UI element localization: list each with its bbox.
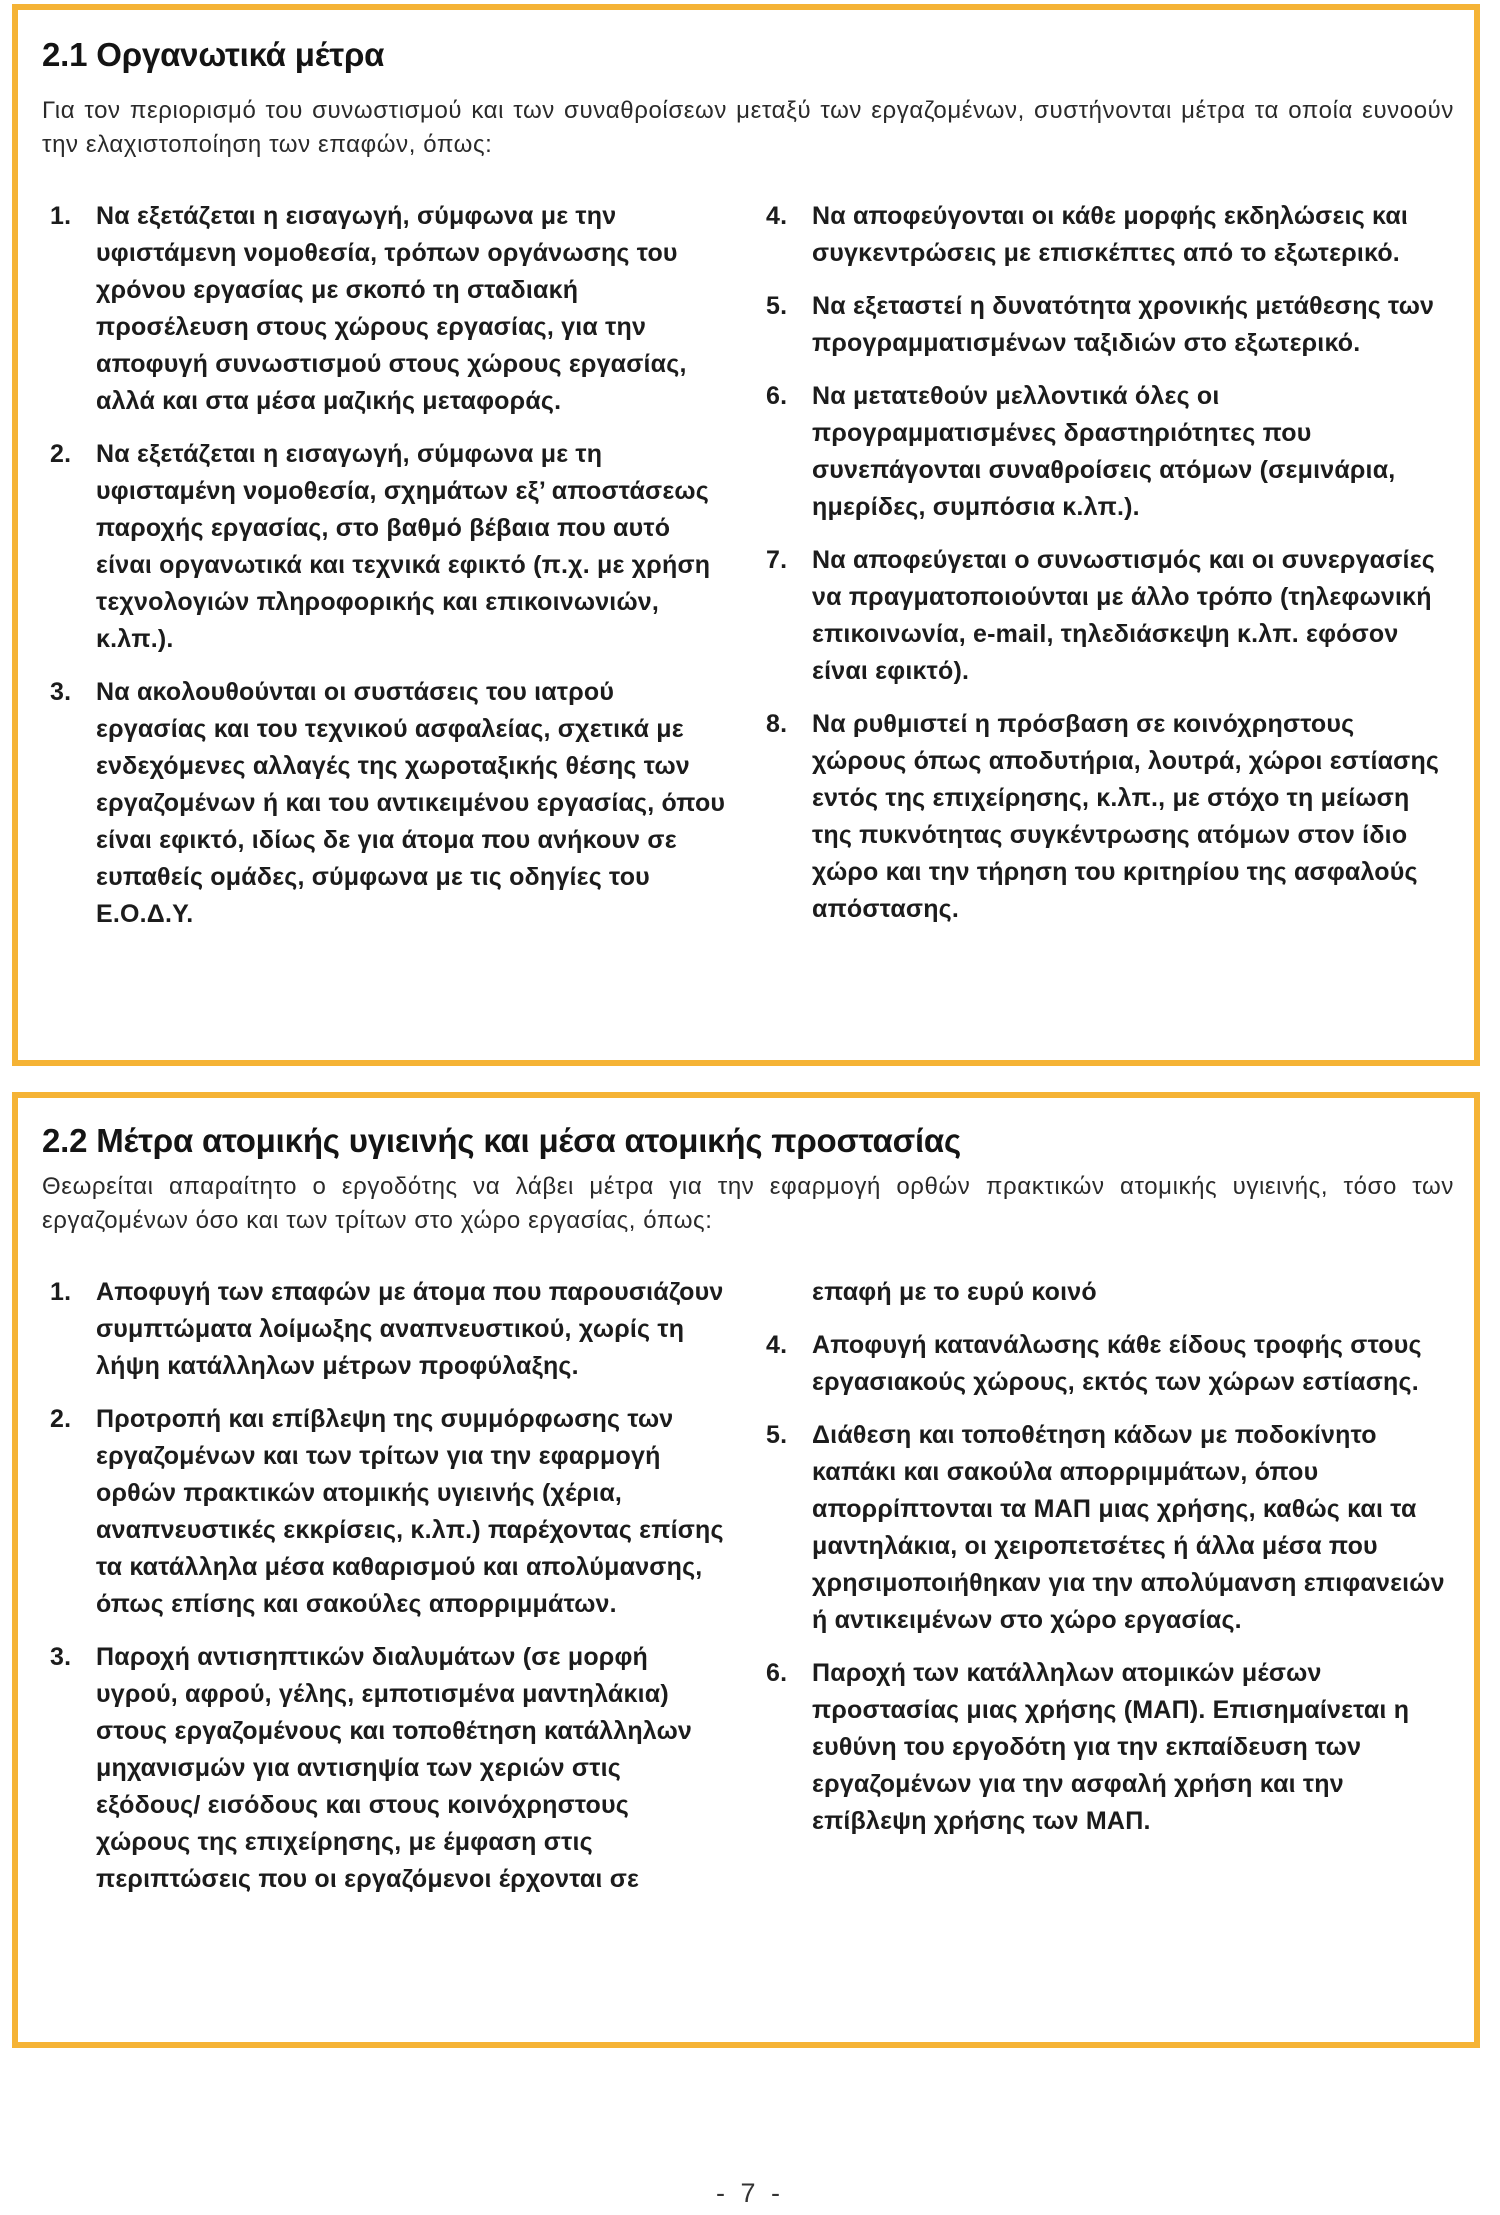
list-item: 2. Να εξετάζεται η εισαγωγή, σύμφωνα με τη υφισταμένη νομοθεσία, σχημάτων εξ’ αποστάσεως παροχής εργασίας, στο βαθμό βέβαια που αυτό είναι οργανωτικά και τεχνικά εφικτό (π.χ. με χρήση τεχνολογιών πληροφορικής και επικοινωνιών, κ.λπ.).	[50, 440, 711, 653]
list-item: 1. Αποφυγή των επαφών με άτομα που παρουσιάζουν συμπτώματα λοίμωξης αναπνευστικού, χωρίς τη λήψη κατάλληλων μέτρων προφύλαξης.	[50, 1278, 724, 1380]
measures-list-right	[758, 198, 1448, 928]
measures-list-left	[42, 198, 730, 933]
section-title: 2.2 Μέτρα ατομικής υγιεινής και μέσα ατομικής προστασίας	[42, 1122, 961, 1159]
section-title: 2.1 Οργανωτικά μέτρα	[42, 36, 385, 73]
section-personal-hygiene	[12, 1092, 1480, 2048]
list-item: 4. Να αποφεύγονται οι κάθε μορφής εκδηλώσεις και συγκεντρώσεις με επισκέπτες από το εξωτερικό.	[766, 202, 1409, 267]
section-intro: Θεωρείται απαραίτητο ο εργοδότης να λάβει μέτρα για την εφαρμογή ορθών πρακτικών ατομικής υγιεινής, τόσο των εργαζομένων όσο και των τρίτων στο χώρο εργασίας, όπως:	[42, 1173, 1454, 1234]
list-item: 1. Να εξετάζεται η εισαγωγή, σύμφωνα με την υφιστάμενη νομοθεσία, τρόπων οργάνωσης του χρόνου εργασίας με σκοπό τη σταδιακή προσέλευση στους χώρους εργασίας, για την αποφυγή συνωστισμού στους χώρους εργασίας, αλλά και στα μέσα μαζικής μεταφοράς.	[50, 202, 687, 415]
list-item: 6. Παροχή των κατάλληλων ατομικών μέσων προστασίας μιας χρήσης (ΜΑΠ). Επισημαίνεται η ευθύνη του εργοδότη για την εκπαίδευση των εργαζομένων για την ασφαλή χρήση και την επίβλεψη χρήσης των ΜΑΠ.	[766, 1659, 1410, 1835]
list-item: 3. Να ακολουθούνται οι συστάσεις του ιατρού εργασίας και του τεχνικού ασφαλείας, σχετικά με ενδεχόμενες αλλαγές της χωροταξικής θέσης των εργαζομένων ή και του αντικειμένου εργασίας, όπου είναι εφικτό, ιδίως δε για άτομα που ανήκουν σε ευπαθείς ομάδες, σύμφωνα με τις οδηγίες του Ε.Ο.Δ.Υ.	[50, 678, 726, 928]
list-item: 6. Να μετατεθούν μελλοντικά όλες οι προγραμματισμένες δραστηριότητες που συνεπάγονται συναθροίσεις ατόμων (σεμινάρια, ημερίδες, συμπόσια κ.λπ.).	[766, 382, 1396, 521]
list-item: 7. Να αποφεύγεται ο συνωστισμός και οι συνεργασίες να πραγματοποιούνται με άλλο τρόπο (τηλεφωνική επικοινωνία, e-mail, τηλεδιάσκεψη κ.λπ. εφόσον είναι εφικτό).	[766, 546, 1435, 685]
list-item: 5. Να εξεταστεί η δυνατότητα χρονικής μετάθεσης των προγραμματισμένων ταξιδιών στο εξωτερικό.	[766, 292, 1435, 357]
list-item-continuation: επαφή με το ευρύ κοινό	[812, 1278, 1097, 1306]
section-intro: Για τον περιορισμό του συνωστισμού και των συναθροίσεων μεταξύ των εργαζομένων, συστήνονται μέτρα τα οποία ευνοούν την ελαχιστοποίηση των επαφών, όπως:	[42, 97, 1454, 158]
section-organizational-measures	[12, 4, 1480, 1066]
list-item: 4. Αποφυγή κατανάλωσης κάθε είδους τροφής στους εργασιακούς χώρους, εκτός των χώρων εστίασης.	[766, 1331, 1422, 1396]
hygiene-list-left	[42, 1274, 730, 1898]
hygiene-list-right	[758, 1274, 1448, 1840]
list-item: 3. Παροχή αντισηπτικών διαλυμάτων (σε μορφή υγρού, αφρού, γέλης, εμποτισμένα μαντηλάκια) στους εργαζομένους και τοποθέτηση κατάλληλων μηχανισμών για αντισηψία των χεριών στις εξόδους/ εισόδους και στους κοινόχρηστους χώρους της επιχείρησης, με έμφαση στις περιπτώσεις που οι εργαζόμενοι έρχονται σε	[50, 1643, 693, 1893]
list-item: 5. Διάθεση και τοποθέτηση κάδων με ποδοκίνητο καπάκι και σακούλα απορριμμάτων, όπου απορρίπτονται τα ΜΑΠ μιας χρήσης, καθώς και τα μαντηλάκια, οι χειροπετσέτες ή άλλα μέσα που χρησιμοποιήθηκαν για την απολύμανση επιφανειών ή αντικειμένων στο χώρο εργασίας.	[766, 1421, 1445, 1634]
page-number: - 7 -	[715, 2178, 784, 2208]
list-item: 8. Να ρυθμιστεί η πρόσβαση σε κοινόχρηστους χώρους όπως αποδυτήρια, λουτρά, χώροι εστίασης εντός της επιχείρησης, κ.λπ., με στόχο τη μείωση της πυκνότητας συγκέντρωσης ατόμων στον ίδιο χώρο και την τήρηση του κριτηρίου της ασφαλούς απόστασης.	[766, 710, 1440, 923]
list-item: 2. Προτροπή και επίβλεψη της συμμόρφωσης των εργαζομένων και των τρίτων για την εφαρμογή ορθών πρακτικών ατομικής υγιεινής (χέρια, αναπνευστικές εκκρίσεις, κ.λπ.) παρέχοντας επίσης τα κατάλληλα μέσα καθαρισμού και απολύμανσης, όπως επίσης και σακούλες απορριμμάτων.	[50, 1405, 724, 1618]
